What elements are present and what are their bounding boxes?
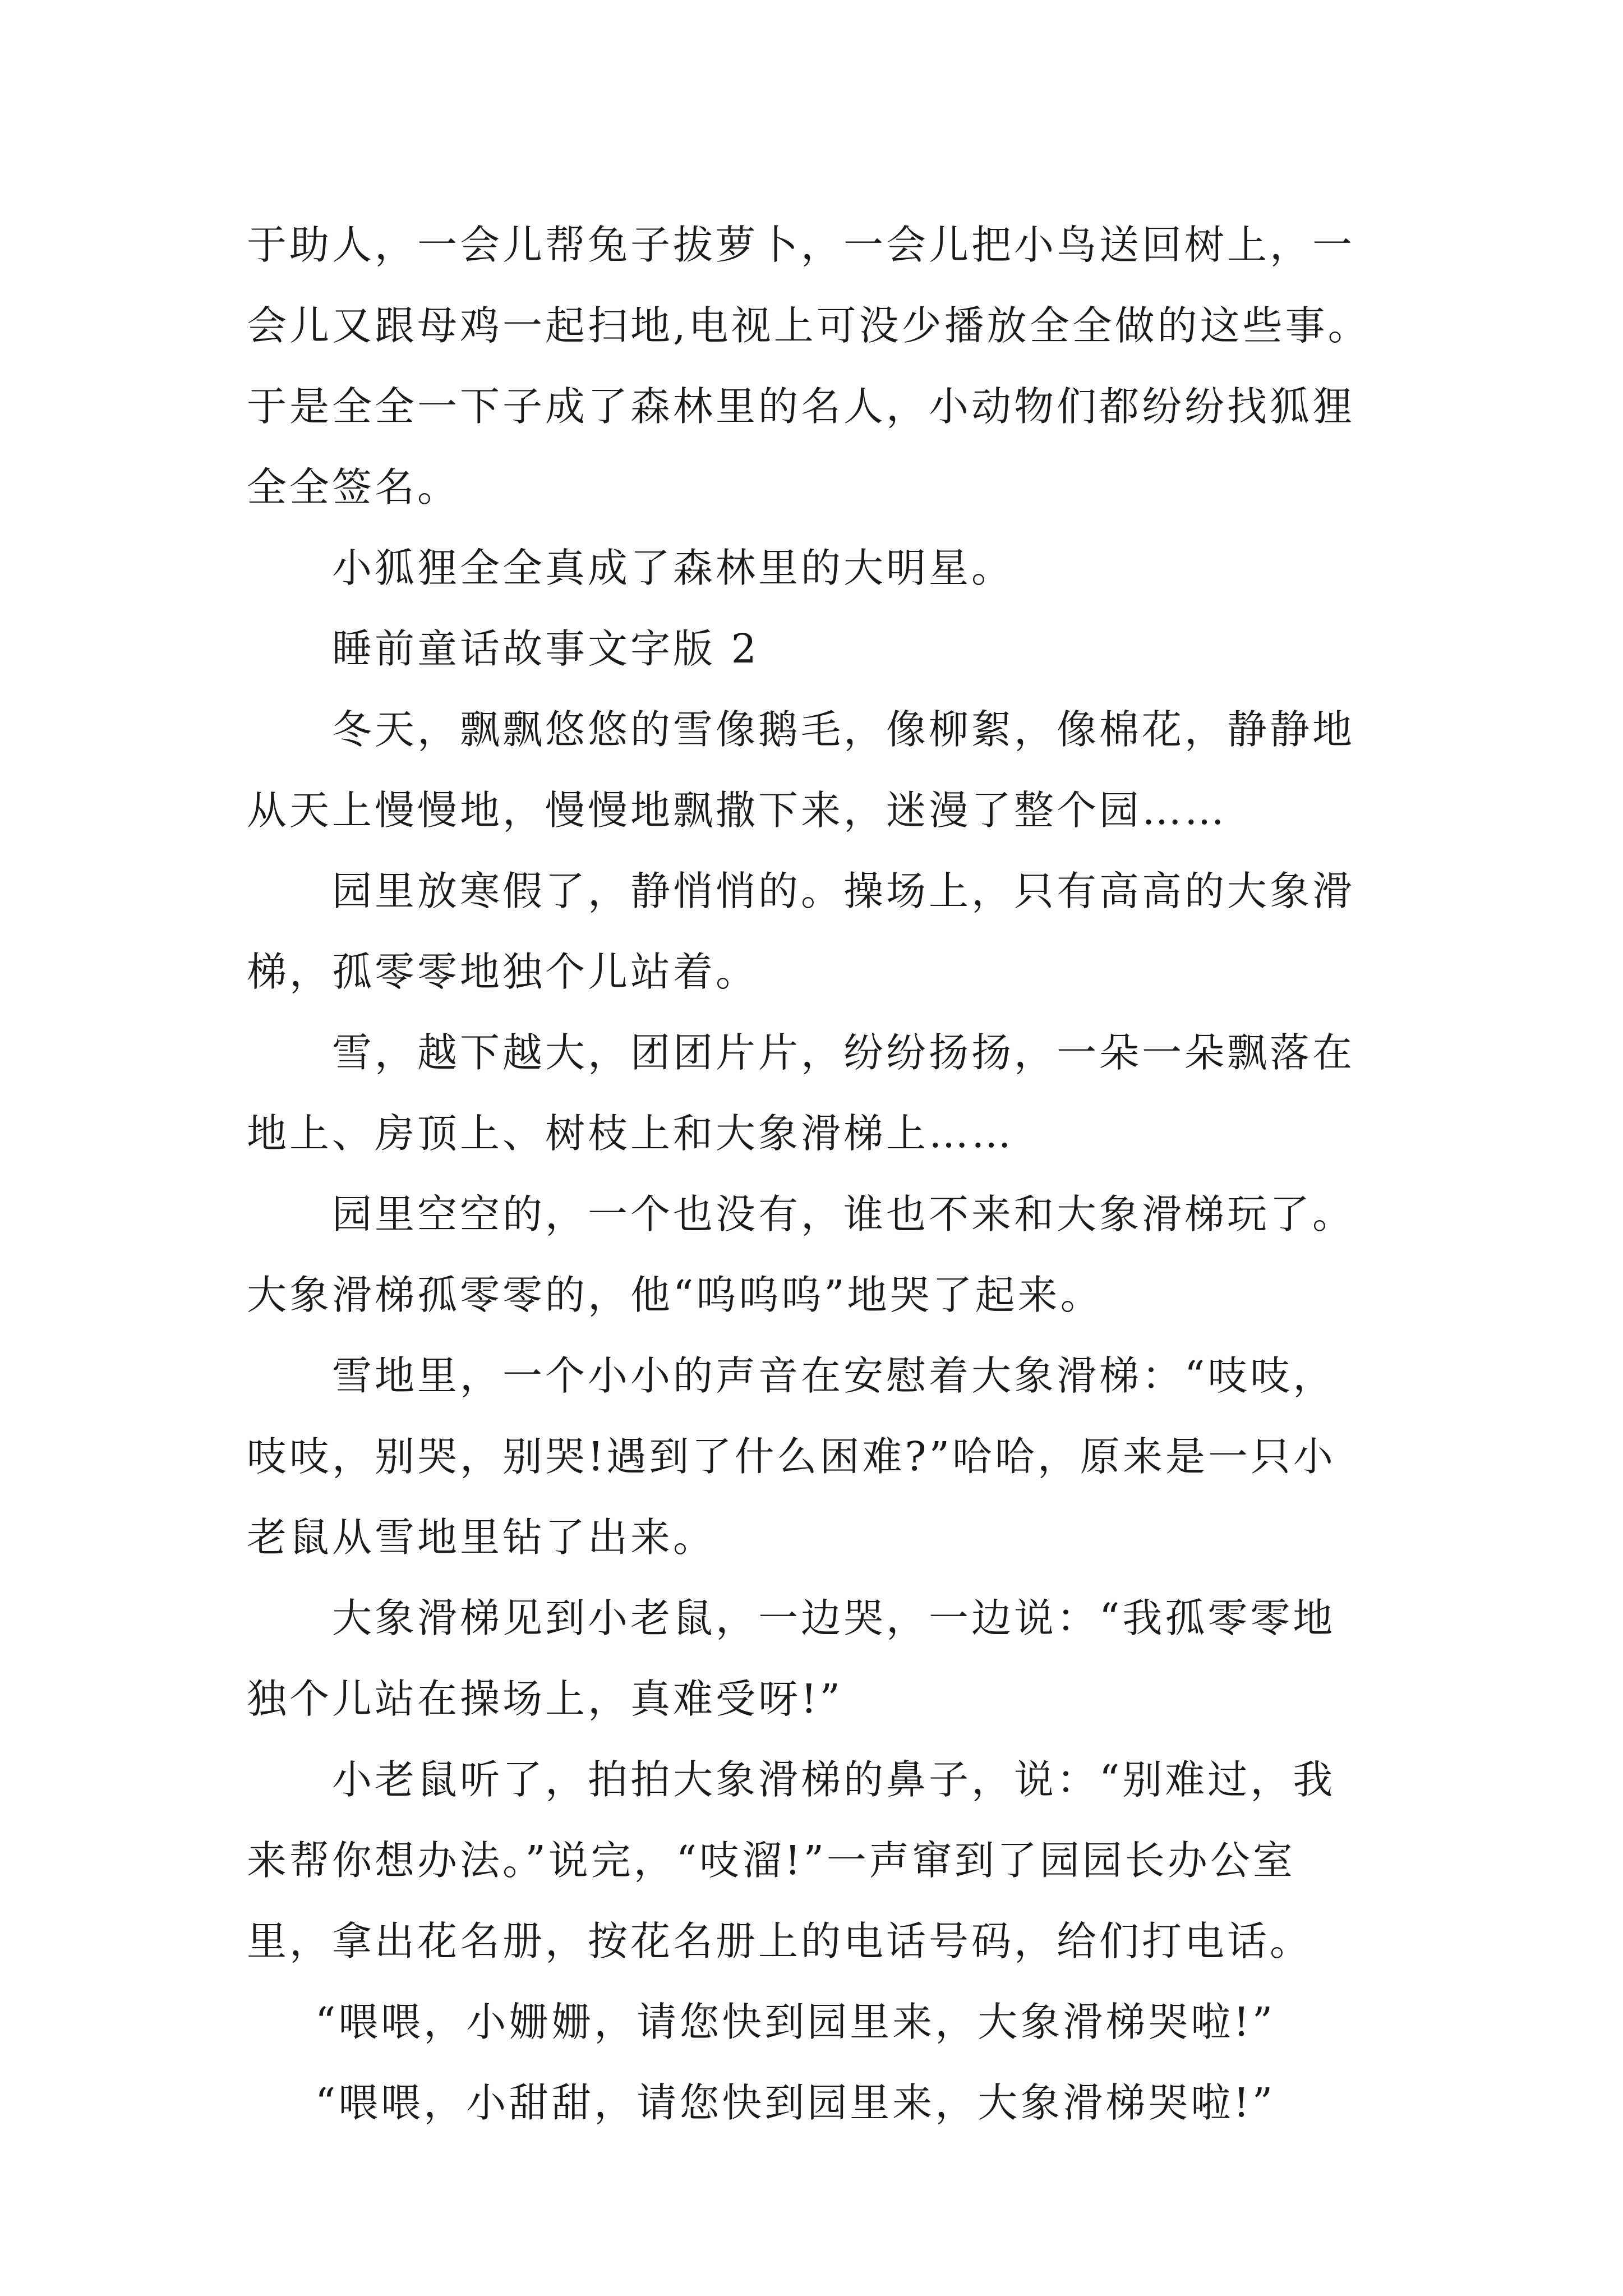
text-line: 老鼠从雪地里钻了出来。 [247,1514,716,1561]
text-line: 地上、房顶上、树枝上和大象滑梯上…… [247,1110,1015,1157]
text-line: “喂喂，小甜甜，请您快到园里来，大象滑梯哭啦!” [315,2079,1276,2126]
text-line: 冬天，飘飘悠悠的雪像鹅毛，像柳絮，像棉花，静静地 [332,706,1355,753]
text-line: 园里放寒假了，静悄悄的。操场上，只有高高的大象滑 [332,868,1355,914]
text-line: 大象滑梯见到小老鼠，一边哭，一边说：“我孤零零地 [332,1595,1336,1641]
text-line: 全全签名。 [247,464,460,510]
document-body [247,205,1424,2143]
section-heading: 睡前童话故事文字版 2 [332,625,759,672]
text-line: 从天上慢慢地，慢慢地飘撒下来，迷漫了整个园…… [247,787,1228,834]
text-line: 小狐狸全全真成了森林里的大明星。 [332,545,1015,591]
text-line: “喂喂，小姗姗，请您快到园里来，大象滑梯哭啦!” [315,1999,1276,2045]
text-line: 于助人，一会儿帮兔子拔萝卜，一会儿把小鸟送回树上，一 [247,222,1355,268]
text-line: 小老鼠听了，拍拍大象滑梯的鼻子，说：“别难过，我 [332,1756,1336,1803]
text-line: 园里空空的，一个也没有，谁也不来和大象滑梯玩了。 [332,1191,1355,1237]
text-line: 于是全全一下子成了森林里的名人，小动物们都纷纷找狐狸 [247,383,1355,430]
text-line: 独个儿站在操场上，真难受呀!” [247,1676,843,1722]
text-line: 梯，孤零零地独个儿站着。 [247,949,759,995]
text-line: 大象滑梯孤零零的，他“呜呜呜”地哭了起来。 [247,1272,1103,1318]
text-line: 雪地里，一个小小的声音在安慰着大象滑梯：“吱吱， [332,1352,1336,1399]
text-line: 吱吱，别哭，别哭!遇到了什么困难?”哈哈，原来是一只小 [247,1433,1336,1480]
text-line: 里，拿出花名册，按花名册上的电话号码，给们打电话。 [247,1918,1313,1964]
text-line: 会儿又跟母鸡一起扫地,电视上可没少播放全全做的这些事。 [247,302,1371,349]
text-line: 来帮你想办法。”说完，“吱溜!”一声窜到了园园长办公室 [247,1837,1295,1884]
text-line: 雪，越下越大，团团片片，纷纷扬扬，一朵一朵飘落在 [332,1029,1355,1076]
